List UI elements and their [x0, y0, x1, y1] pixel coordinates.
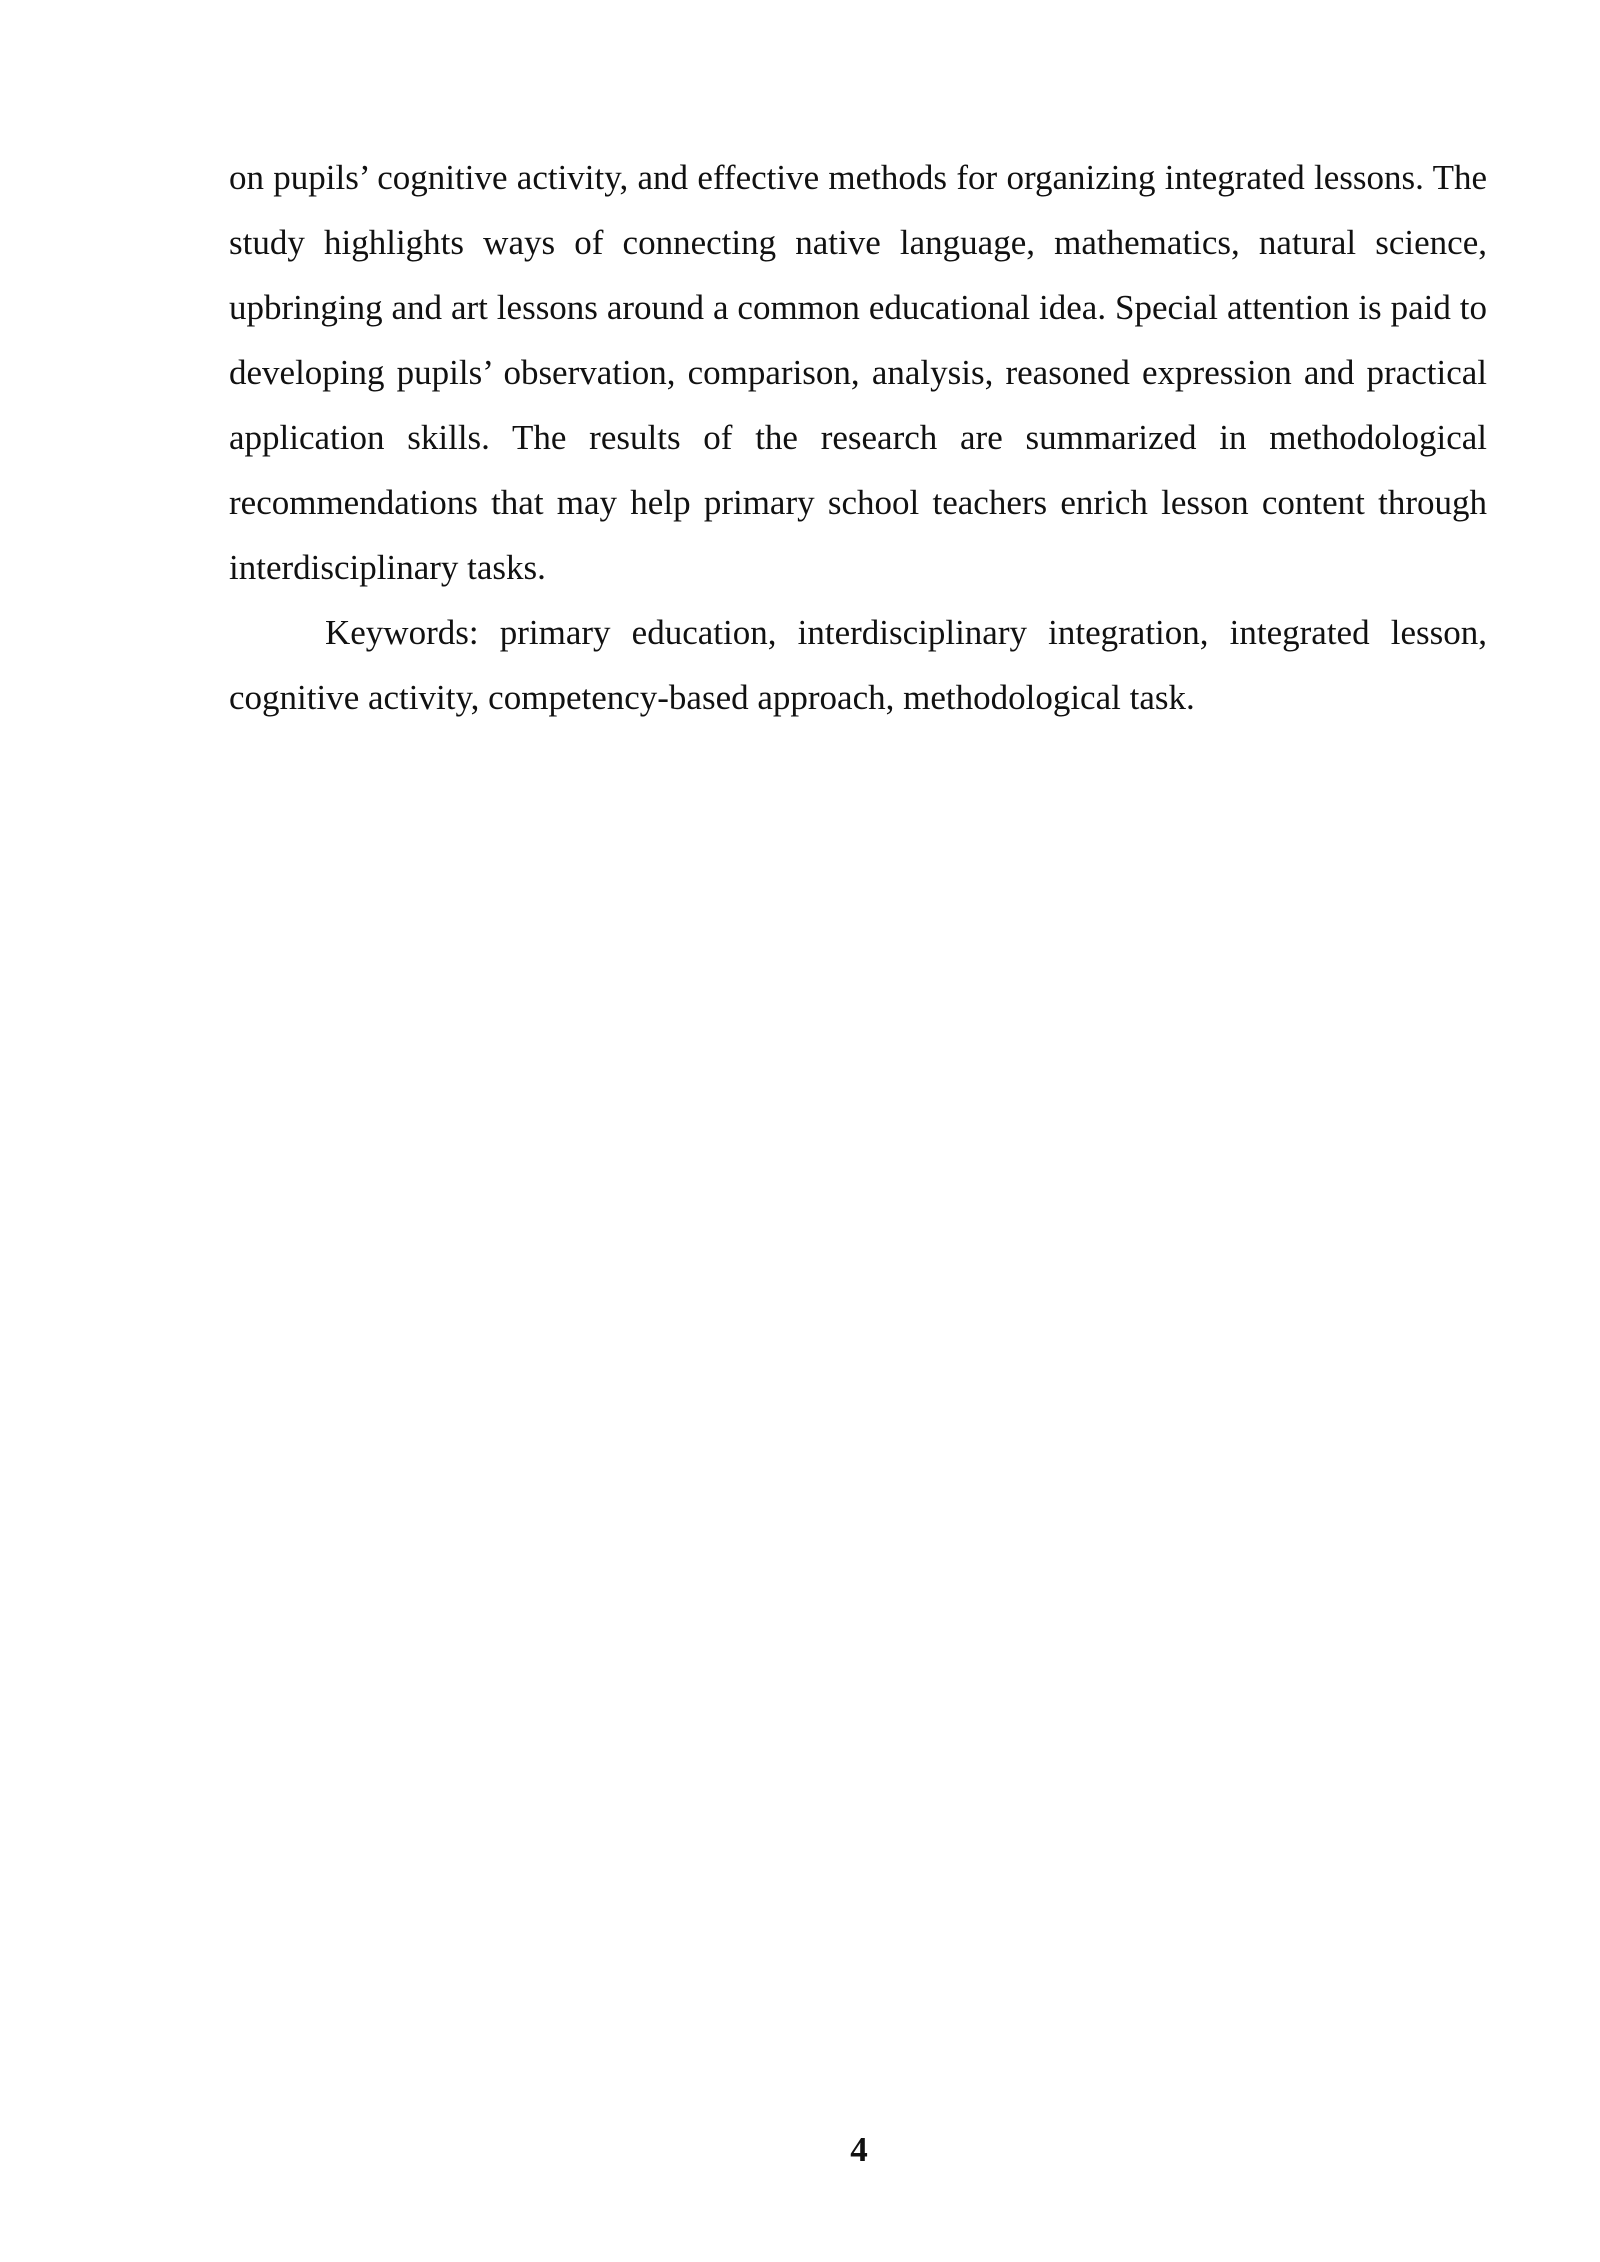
- body-text: [229, 145, 1487, 730]
- abstract-paragraph: on pupils’ cognitive activity, and effective methods for organizing integrated lessons. The study highlights ways of connecting native language, mathematics, natural science, upbringing and art lessons around a common educational idea. Special attention is paid to developing pupils’ observation, comparison, analysis, reasoned expression and practical application skills. The results of the research are summarized in methodological recommendations that may help primary school teachers enrich lesson content through interdisciplinary tasks.: [229, 158, 1487, 587]
- keywords-paragraph: Keywords: primary education, interdisciplinary integration, integrated lesson, cognitive activity, competency-based approach, methodological task.: [229, 613, 1487, 717]
- page-number: 4: [850, 2130, 868, 2169]
